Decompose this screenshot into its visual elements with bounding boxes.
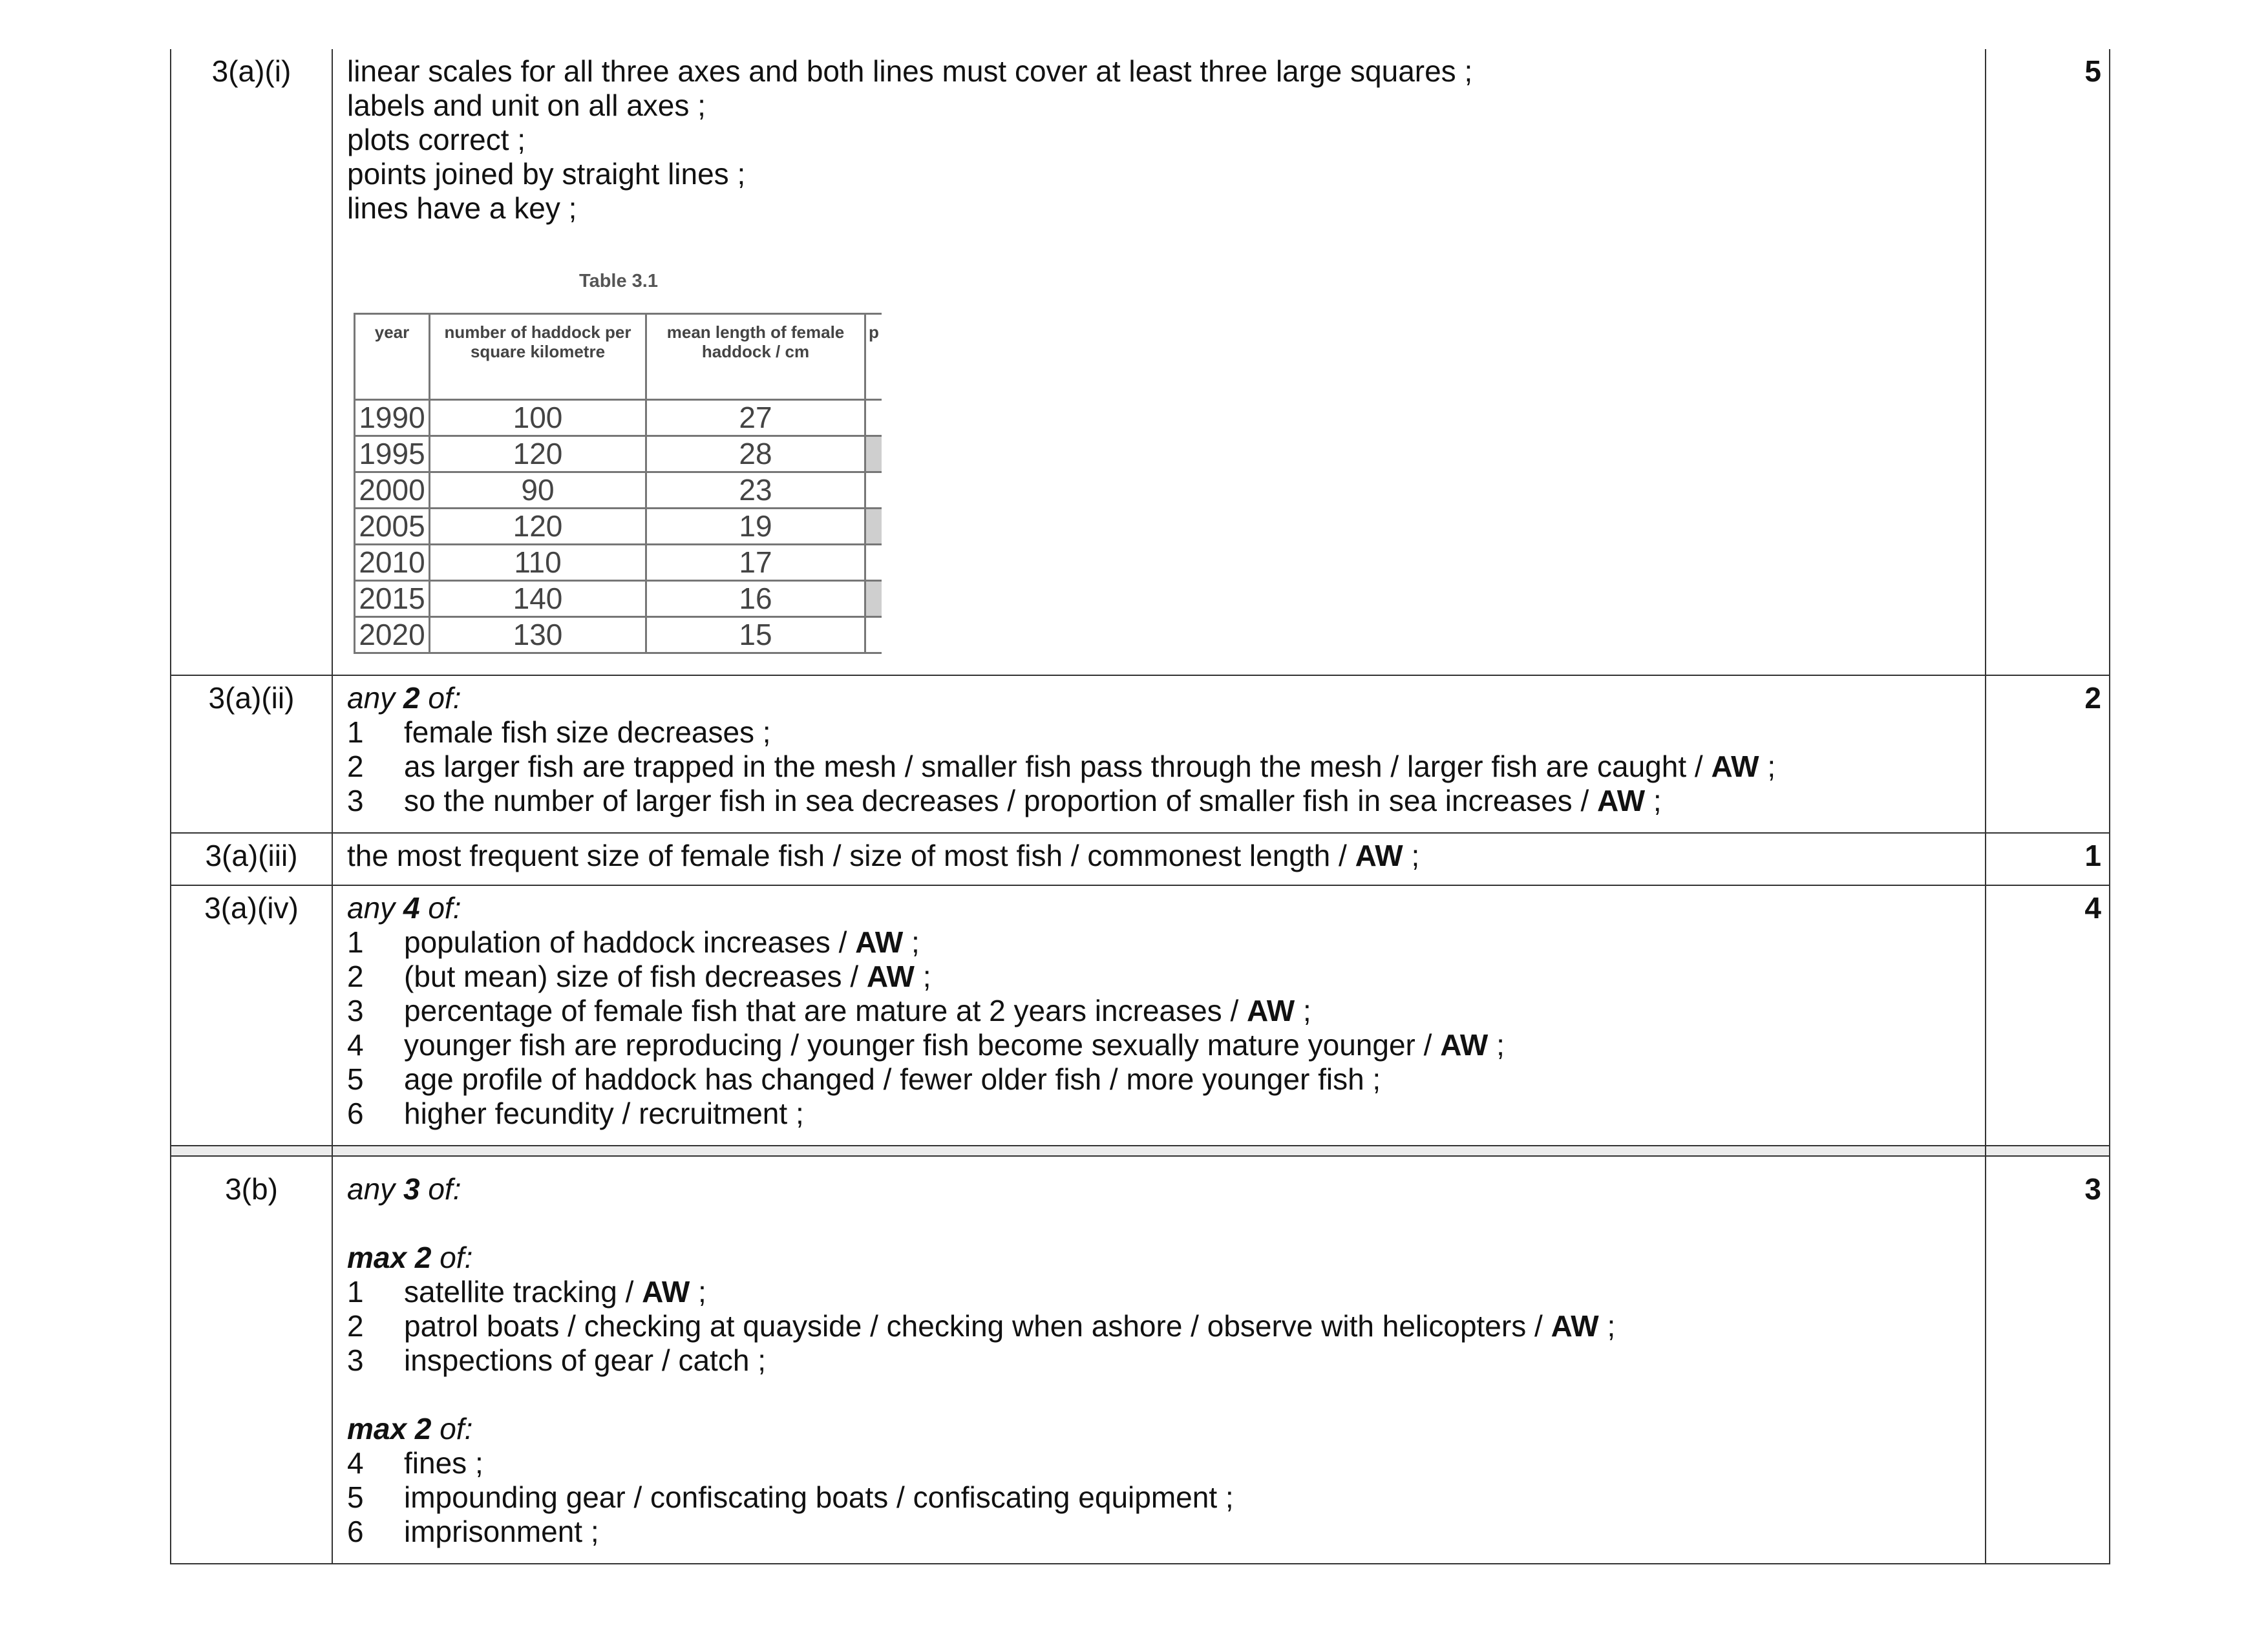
cell-year: 2010 (355, 545, 430, 581)
header-number: number of haddock per square kilometre (430, 314, 646, 400)
aw-tag: AW (1440, 1028, 1489, 1062)
cell-length: 28 (646, 436, 865, 472)
max-count: max 2 (347, 1412, 432, 1446)
row-3a-i (171, 49, 2110, 675)
cell-year: 2000 (355, 472, 430, 509)
cell-number: 120 (430, 509, 646, 545)
item-number: 4 (347, 1446, 364, 1480)
haddock-data-table (354, 313, 882, 654)
any-n-of-heading (347, 681, 1972, 715)
table-row (355, 617, 882, 653)
max-count: max 2 (347, 1241, 432, 1274)
intro-count: 2 (403, 681, 420, 715)
row-3b (171, 1156, 2110, 1564)
item-text: so the number of larger fish in sea decreases / proportion of smaller fish in sea increases / (404, 784, 1598, 817)
table-row (355, 436, 882, 472)
item-number: 1 (347, 1275, 364, 1309)
answer-text: the most frequent size of female fish / size of most fish / commonest length / (347, 839, 1355, 872)
table-row (355, 472, 882, 509)
item-tail: ; (690, 1275, 706, 1309)
answer-line: linear scales for all three axes and both lines must cover at least three large squares ; (347, 54, 1473, 88)
item-number: 1 (347, 715, 364, 749)
marks-value: 3 (1986, 1156, 2110, 1564)
item-text: female fish size decreases ; (404, 715, 771, 749)
mark-scheme-table (170, 49, 2110, 1564)
cell-cut-off (865, 545, 882, 581)
intro-text: of: (419, 891, 461, 925)
cell-length: 16 (646, 581, 865, 617)
divider-cell (171, 1146, 332, 1156)
cell-number: 110 (430, 545, 646, 581)
item-text: younger fish are reproducing / younger fish become sexually mature younger / (404, 1028, 1441, 1062)
max-group-heading (347, 1241, 1972, 1275)
item-tail: ; (1598, 1309, 1616, 1343)
item-text: population of haddock increases / (404, 925, 856, 959)
max-text: of: (431, 1241, 473, 1274)
item-number: 3 (347, 784, 364, 817)
table-row (355, 509, 882, 545)
table-row (355, 545, 882, 581)
table-header-row (355, 314, 882, 400)
item-text: (but mean) size of fish decreases / (404, 960, 867, 993)
item-tail: ; (1295, 994, 1311, 1027)
item-number: 5 (347, 1062, 364, 1096)
list-item (347, 960, 1972, 994)
any-n-of-heading (347, 1172, 1972, 1206)
section-divider (171, 1146, 2110, 1156)
aw-tag: AW (1711, 750, 1759, 783)
item-number: 2 (347, 1309, 364, 1343)
cell-number: 130 (430, 617, 646, 653)
cell-cut-off (865, 617, 882, 653)
list-item (347, 1309, 1972, 1343)
cell-length: 27 (646, 400, 865, 436)
question-number: 3(a)(i) (171, 49, 332, 675)
item-text: impounding gear / confiscating boats / confiscating equipment ; (404, 1480, 1234, 1514)
cell-number: 100 (430, 400, 646, 436)
mark-scheme-sheet (170, 49, 2110, 1564)
item-number: 4 (347, 1028, 364, 1062)
aw-tag: AW (1551, 1309, 1599, 1343)
item-text: satellite tracking / (404, 1275, 642, 1309)
item-number: 6 (347, 1097, 364, 1130)
cell-length: 15 (646, 617, 865, 653)
item-text: patrol boats / checking at quayside / checking when ashore / observe with helicopters / (404, 1309, 1551, 1343)
item-tail: ; (1403, 839, 1420, 872)
intro-text: of: (419, 1172, 461, 1206)
marks-value: 2 (1986, 675, 2110, 833)
table-row (355, 581, 882, 617)
row-3a-ii (171, 675, 2110, 833)
answer-line (347, 839, 1972, 873)
answer-line: lines have a key ; (347, 191, 577, 225)
max-group-heading (347, 1412, 1972, 1446)
cell-length: 23 (646, 472, 865, 509)
cell-length: 19 (646, 509, 865, 545)
cell-year: 1995 (355, 436, 430, 472)
item-text: as larger fish are trapped in the mesh / smaller fish pass through the mesh / larger fish are caught / (404, 750, 1712, 783)
cell-length: 17 (646, 545, 865, 581)
intro-text: any (347, 681, 403, 715)
header-year: year (355, 314, 430, 400)
list-item (347, 1515, 1972, 1549)
intro-count: 4 (403, 891, 420, 925)
intro-text: any (347, 891, 403, 925)
header-length: mean length of female haddock / cm (646, 314, 865, 400)
table-caption: Table 3.1 (579, 271, 658, 291)
list-item (347, 1343, 1972, 1378)
list-item (347, 784, 1972, 818)
cell-cut-off (865, 436, 882, 472)
cell-year: 1990 (355, 400, 430, 436)
item-text: imprisonment ; (404, 1515, 599, 1548)
item-text: higher fecundity / recruitment ; (404, 1097, 804, 1130)
answer-cell (332, 49, 1986, 675)
question-number: 3(b) (171, 1156, 332, 1564)
cell-cut-off (865, 400, 882, 436)
item-tail: ; (903, 925, 920, 959)
item-number: 6 (347, 1515, 364, 1548)
marks-value: 5 (1986, 49, 2110, 675)
item-text: inspections of gear / catch ; (404, 1343, 766, 1377)
question-number: 3(a)(iv) (171, 885, 332, 1146)
item-number: 3 (347, 994, 364, 1027)
cell-cut-off (865, 472, 882, 509)
list-item (347, 750, 1972, 784)
item-tail: ; (1488, 1028, 1505, 1062)
intro-text: any (347, 1172, 403, 1206)
question-number: 3(a)(ii) (171, 675, 332, 833)
intro-text: of: (419, 681, 461, 715)
item-number: 2 (347, 750, 364, 783)
cell-cut-off (865, 509, 882, 545)
list-item (347, 994, 1972, 1028)
item-text: percentage of female fish that are mature at 2 years increases / (404, 994, 1247, 1027)
item-number: 2 (347, 960, 364, 993)
aw-tag: AW (855, 925, 904, 959)
answer-line: plots correct ; (347, 123, 526, 156)
list-item (347, 715, 1972, 750)
item-text: fines ; (404, 1446, 483, 1480)
cell-year: 2020 (355, 617, 430, 653)
aw-tag: AW (642, 1275, 690, 1309)
answer-line: labels and unit on all axes ; (347, 89, 706, 122)
cell-number: 140 (430, 581, 646, 617)
aw-tag: AW (1355, 839, 1403, 872)
list-item (347, 1097, 1972, 1131)
answer-cell (332, 1156, 1986, 1564)
item-tail: ; (914, 960, 931, 993)
item-number: 5 (347, 1480, 364, 1514)
question-number: 3(a)(iii) (171, 833, 332, 885)
any-n-of-heading (347, 891, 1972, 925)
table-row (355, 400, 882, 436)
item-tail: ; (1645, 784, 1662, 817)
aw-tag: AW (866, 960, 915, 993)
item-tail: ; (1759, 750, 1776, 783)
intro-count: 3 (403, 1172, 420, 1206)
list-item (347, 1028, 1972, 1062)
table-3-1-image (354, 264, 890, 654)
list-item (347, 1062, 1972, 1097)
cell-year: 2015 (355, 581, 430, 617)
aw-tag: AW (1597, 784, 1646, 817)
divider-cell (332, 1146, 1986, 1156)
item-text: age profile of haddock has changed / fewer older fish / more younger fish ; (404, 1062, 1381, 1096)
answer-cell (332, 675, 1986, 833)
row-3a-iv (171, 885, 2110, 1146)
header-cut-off: p (865, 314, 882, 400)
row-3a-iii (171, 833, 2110, 885)
answer-line: points joined by straight lines ; (347, 157, 746, 191)
list-item (347, 925, 1972, 960)
cell-number: 90 (430, 472, 646, 509)
list-item (347, 1446, 1972, 1480)
aw-tag: AW (1247, 994, 1295, 1027)
list-item (347, 1275, 1972, 1309)
list-item (347, 1480, 1972, 1515)
answer-cell (332, 833, 1986, 885)
cell-cut-off (865, 581, 882, 617)
divider-cell (1986, 1146, 2110, 1156)
cell-number: 120 (430, 436, 646, 472)
item-number: 3 (347, 1343, 364, 1377)
max-text: of: (431, 1412, 473, 1446)
marks-value: 1 (1986, 833, 2110, 885)
item-number: 1 (347, 925, 364, 959)
marks-value: 4 (1986, 885, 2110, 1146)
cell-year: 2005 (355, 509, 430, 545)
answer-cell (332, 885, 1986, 1146)
